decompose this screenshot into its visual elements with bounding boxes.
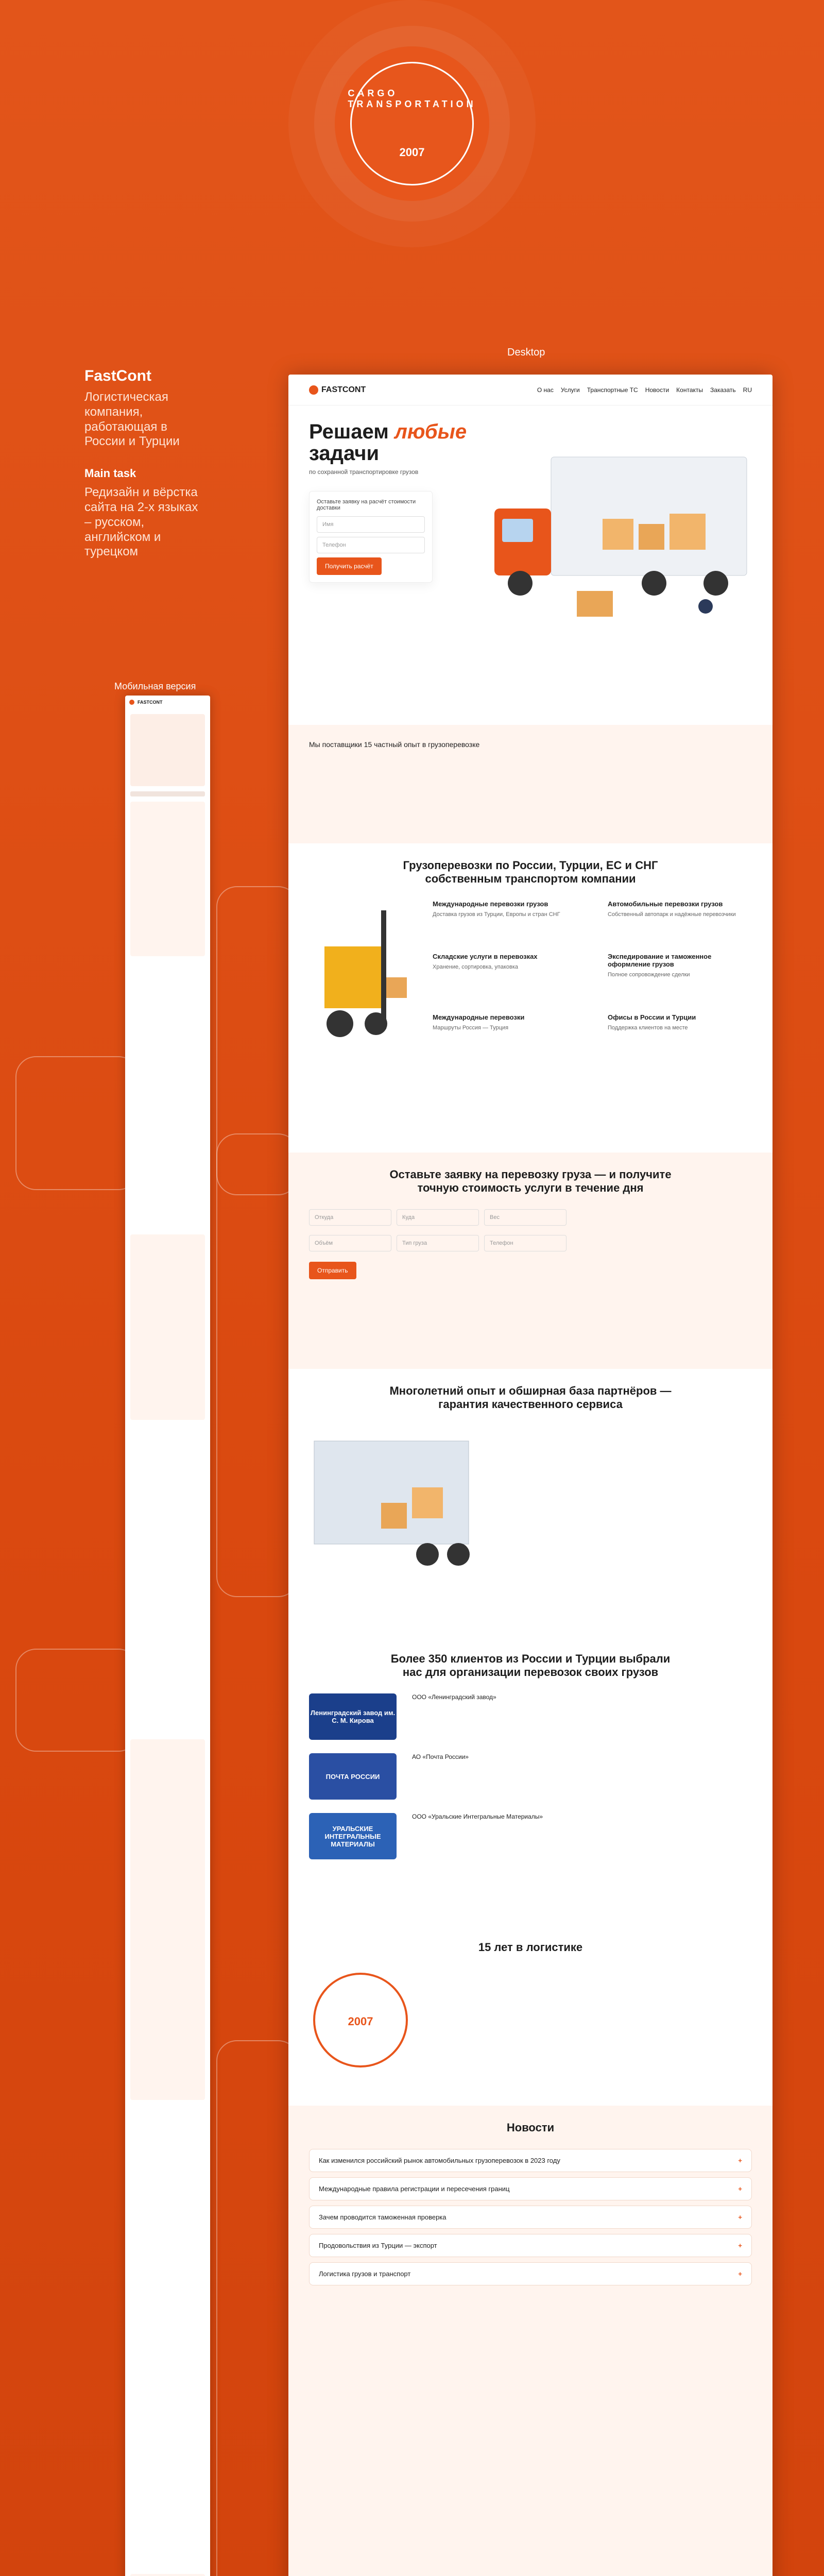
news-title: Новости xyxy=(506,2121,555,2134)
client-row xyxy=(309,1813,752,1859)
mobile-section xyxy=(130,1234,205,1420)
mobile-brand: FASTCONT xyxy=(125,696,210,709)
phone-input[interactable]: Телефон xyxy=(317,537,425,553)
mobile-section xyxy=(130,961,205,1229)
mobile-mockup xyxy=(125,696,210,2576)
nav-item[interactable]: Услуги xyxy=(560,386,580,394)
task-heading: Main task xyxy=(84,467,136,480)
hero-subtitle: по сохранной транспортировке грузов xyxy=(309,468,419,476)
services-title: Грузоперевозки по России, Турции, ЕС и СНГ собственным транспортом компании xyxy=(403,859,658,885)
experience-title: Многолетний опыт и обширная база партнёров — гарантия качественного сервиса xyxy=(389,1384,672,1411)
client-desc: АО «Почта России» xyxy=(412,1753,469,1760)
years-section xyxy=(288,1925,772,2106)
news-item[interactable]: Зачем проводится таможенная проверка + xyxy=(309,2206,752,2229)
nav-item[interactable]: Контакты xyxy=(676,386,703,394)
background-line xyxy=(216,1133,299,1597)
news-item[interactable]: Логистика грузов и транспорт + xyxy=(309,2262,752,2285)
form-text: Оставьте заявку на расчёт стоимости доставки xyxy=(317,499,416,511)
cta-input[interactable]: Вес xyxy=(484,1209,566,1226)
site-brand[interactable]: FASTCONT xyxy=(309,385,366,395)
forklift-illustration xyxy=(309,900,412,1055)
intro-description: Логистическая компания, работающая в России и Турции xyxy=(84,390,180,449)
nav-item[interactable]: Заказать xyxy=(710,386,736,394)
service-item: Международные перевозки грузов Доставка грузов из Турции, Европы и стран СНГ xyxy=(433,900,560,918)
truck-illustration xyxy=(489,436,757,632)
hero-title: Решаем любые задачи xyxy=(309,420,467,465)
news-item[interactable]: Продовольствия из Турции — экспорт + xyxy=(309,2234,752,2257)
logo-ring-text: CARGO TRANSPORTATION xyxy=(348,88,476,109)
logo-year: 2007 xyxy=(399,146,425,159)
cta-input[interactable]: Тип груза xyxy=(397,1235,479,1251)
service-item: Международные перевозки Маршруты Россия — Турция xyxy=(433,1013,525,1031)
emblem-year: 2007 xyxy=(348,2015,373,2028)
client-row xyxy=(309,1753,752,1800)
cta-input[interactable]: Объём xyxy=(309,1235,391,1251)
clients-title: Более 350 клиентов из России и Турции выбрали нас для организации перевозок своих грузов xyxy=(390,1652,671,1679)
background-line xyxy=(15,1056,139,1190)
mobile-section xyxy=(130,1739,205,2100)
mobile-section xyxy=(130,2105,205,2569)
mobile-section xyxy=(130,2574,205,2576)
mobile-section xyxy=(130,1425,205,1734)
service-item: Автомобильные перевозки грузов Собственный автопарк и надёжные перевозчики xyxy=(608,900,736,918)
background-line xyxy=(15,1649,139,1752)
nav-item[interactable]: О нас xyxy=(537,386,554,394)
site-nav xyxy=(288,375,772,405)
client-desc: ООО «Уральские Интегральные Материалы» xyxy=(412,1813,543,1820)
services-section xyxy=(288,843,772,1153)
client-logo: ПОЧТА РОССИИ xyxy=(309,1753,397,1800)
service-item: Складские услуги в перевозках Хранение, сортировка, упаковка xyxy=(433,953,538,971)
task-text: Редизайн и вёрстка сайта на 2-х языках – русском, английском и турецком xyxy=(84,485,198,559)
client-logo: УРАЛЬСКИЕ ИНТЕГРАЛЬНЫЕ МАТЕРИАЛЫ xyxy=(309,1813,397,1859)
intro-title: FastCont xyxy=(84,367,151,384)
mobile-label: Мобильная версия xyxy=(114,681,196,691)
nav-menu xyxy=(537,386,752,394)
cta-input[interactable]: Куда xyxy=(397,1209,479,1226)
partners-section xyxy=(288,725,772,843)
mobile-line xyxy=(130,791,205,796)
services-grid xyxy=(433,900,752,1055)
partners-text: Мы поставщики 15 частный опыт в грузоперевозке xyxy=(309,740,480,749)
cta-title: Оставьте заявку на перевозку груза — и получите точную стоимость услуги в течение дня xyxy=(389,1168,672,1194)
cta-form xyxy=(309,1209,752,1256)
hero-submit-button[interactable]: Получить расчёт xyxy=(317,557,382,575)
logo-icon xyxy=(309,385,318,395)
client-desc: ООО «Ленинградский завод» xyxy=(412,1693,496,1701)
hero-section xyxy=(288,405,772,725)
plus-icon: + xyxy=(738,2270,742,2278)
nav-item[interactable]: Транспортные ТС xyxy=(587,386,638,394)
plus-icon: + xyxy=(738,2157,742,2164)
news-section xyxy=(288,2106,772,2576)
intro-panel xyxy=(84,367,203,577)
desktop-mockup xyxy=(288,375,772,2576)
client-logo: Ленинградский завод им. С. М. Кирова xyxy=(309,1693,397,1740)
nav-item[interactable]: RU xyxy=(743,386,752,394)
news-item[interactable]: Международные правила регистрации и пересечения границ + xyxy=(309,2177,752,2200)
service-item: Экспедирование и таможенное оформление грузов Полное сопровождение сделки xyxy=(608,953,712,978)
mobile-section xyxy=(130,802,205,956)
client-row xyxy=(309,1693,752,1740)
cta-input[interactable]: Откуда xyxy=(309,1209,391,1226)
cta-section xyxy=(288,1153,772,1369)
cta-submit-button[interactable]: Отправить xyxy=(309,1262,356,1279)
mobile-hero xyxy=(130,714,205,786)
cargo-logo xyxy=(335,46,489,201)
logo-icon xyxy=(129,700,134,705)
plus-icon: + xyxy=(738,2213,742,2221)
name-input[interactable]: Имя xyxy=(317,516,425,533)
plus-icon: + xyxy=(738,2242,742,2249)
desktop-label: Desktop xyxy=(507,347,545,358)
experience-section xyxy=(288,1369,772,1637)
cta-input[interactable]: Телефон xyxy=(484,1235,566,1251)
hero-form xyxy=(309,491,433,583)
clients-section xyxy=(288,1637,772,1925)
years-title: 15 лет в логистике xyxy=(478,1941,583,1954)
nav-item[interactable]: Новости xyxy=(645,386,670,394)
background-line xyxy=(216,2040,299,2576)
cargo-emblem xyxy=(309,1969,412,2072)
news-item[interactable]: Как изменился российский рынок автомобильных грузоперевозок в 2023 году + xyxy=(309,2149,752,2172)
plus-icon: + xyxy=(738,2185,742,2193)
service-item: Офисы в России и Турции Поддержка клиентов на месте xyxy=(608,1013,696,1031)
trailer-illustration xyxy=(309,1426,494,1580)
